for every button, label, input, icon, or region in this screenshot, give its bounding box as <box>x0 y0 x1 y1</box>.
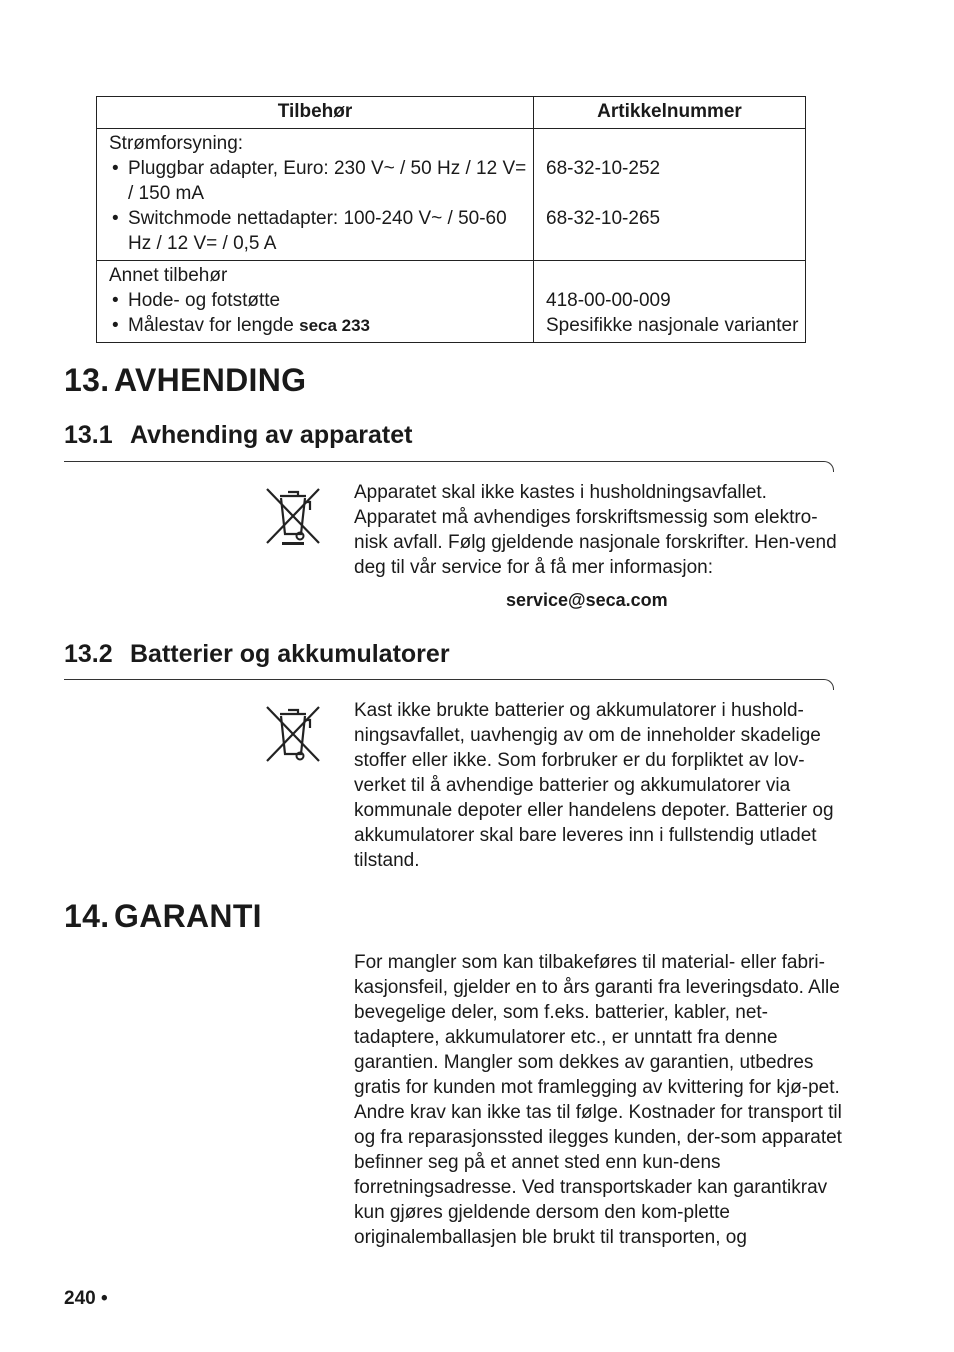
subsection-number: 13.2 <box>64 640 113 668</box>
table-row <box>97 261 806 343</box>
column-header-accessory: Tilbehør <box>97 97 534 129</box>
page-number: 240 • <box>64 1288 108 1309</box>
disposal-paragraph: Apparatet skal ikke kastes i husholdningsavfallet. Apparatet må avhendiges forskriftsmessig som elektro-nisk avfall. Følg gjeldende nasjonale forskrifter. Hen-vend deg til vår service for å få mer informasjon: <box>354 482 837 578</box>
table-cell-accessory <box>97 129 534 261</box>
bullet-list <box>109 156 527 256</box>
crossed-out-battery-bin-icon <box>264 704 322 766</box>
crossed-out-wheelie-bin-icon <box>264 486 322 548</box>
list-item: • Switchmode nettadapter: 100-240 V~ / 50-60 Hz / 12 V= / 0,5 A <box>109 206 527 256</box>
subsection-title: Avhending av apparatet <box>130 421 413 449</box>
section-number: 13. <box>64 362 110 398</box>
table-row <box>97 129 806 261</box>
column-header-article-number: Artikkelnummer <box>534 97 806 129</box>
section-title: GARANTI <box>114 898 262 934</box>
list-item <box>109 313 527 338</box>
divider-hook <box>823 461 834 472</box>
battery-paragraph: Kast ikke brukte batterier og akkumulatorer i hushold-ningsavfallet, uavhengig av om de inneholder skadelige stoffer eller ikke. Som forbruker er du forpliktet av lov-verket til å avhendige batterier og akkumulatorer via kommunale depoter eller handelens depoter. Batterier og akkumulatorer skal bare leveres inn i fullstendig utladet tilstand. <box>354 700 834 871</box>
section-heading-14 <box>64 898 262 935</box>
table-cell-accessory <box>97 261 534 343</box>
subsection-number: 13.1 <box>64 421 113 449</box>
subsection-heading-13-1 <box>64 421 412 450</box>
subsection-title: Batterier og akkumulatorer <box>130 640 450 668</box>
section-title: AVHENDING <box>114 362 307 398</box>
accessories-table <box>96 96 806 343</box>
warranty-paragraph: For mangler som kan tilbakeføres til material- eller fabri-kasjonsfeil, gjelder en to års garanti fra leveringsdato. Alle bevegelige deler, som f.eks. batterier, kabler, net-tadaptere, akkumulatorer etc., er unntatt fra denne garantien. Mangler som dekkes av garantien, utbedres gratis for kunden mot framlegging av kvittering for kjø-pet. Andre krav kan ikke tas til følge. Kostnader for transport til og fra reparasjonssted ilegges kunden, der-som apparatet befinner seg på et annet sted enn kun-dens forretningsadresse. Ved transportskader kan garantikrav kun gjøres gjeldende dersom den kom-plette originalemballasjen ble brukt til transporten, og <box>354 952 842 1248</box>
bullet-list <box>109 288 527 338</box>
article-number: 68-32-10-252 <box>546 158 661 179</box>
list-item-text: Målestav for lengde <box>128 315 294 336</box>
article-number: Spesifikke nasjonale varianter <box>546 315 799 336</box>
cell-intro: Strømforsyning: <box>109 133 244 154</box>
section-divider <box>64 461 824 462</box>
table-cell-article-number <box>534 261 806 343</box>
article-number: 418-00-00-009 <box>546 290 671 311</box>
divider-hook <box>823 679 834 690</box>
product-name: seca 233 <box>299 316 371 335</box>
list-item: • Pluggbar adapter, Euro: 230 V~ / 50 Hz / 12 V= / 150 mA <box>109 156 527 206</box>
article-number: 68-32-10-265 <box>546 208 661 229</box>
table-header-row <box>97 97 806 129</box>
subsection-heading-13-2 <box>64 640 450 669</box>
table-cell-article-number <box>534 129 806 261</box>
section-divider <box>64 679 824 680</box>
section-number: 14. <box>64 898 110 934</box>
cell-intro: Annet tilbehør <box>109 265 228 286</box>
service-email: service@seca.com <box>506 590 668 610</box>
section-heading-13 <box>64 362 306 399</box>
list-item: • Hode- og fotstøtte <box>109 288 527 313</box>
